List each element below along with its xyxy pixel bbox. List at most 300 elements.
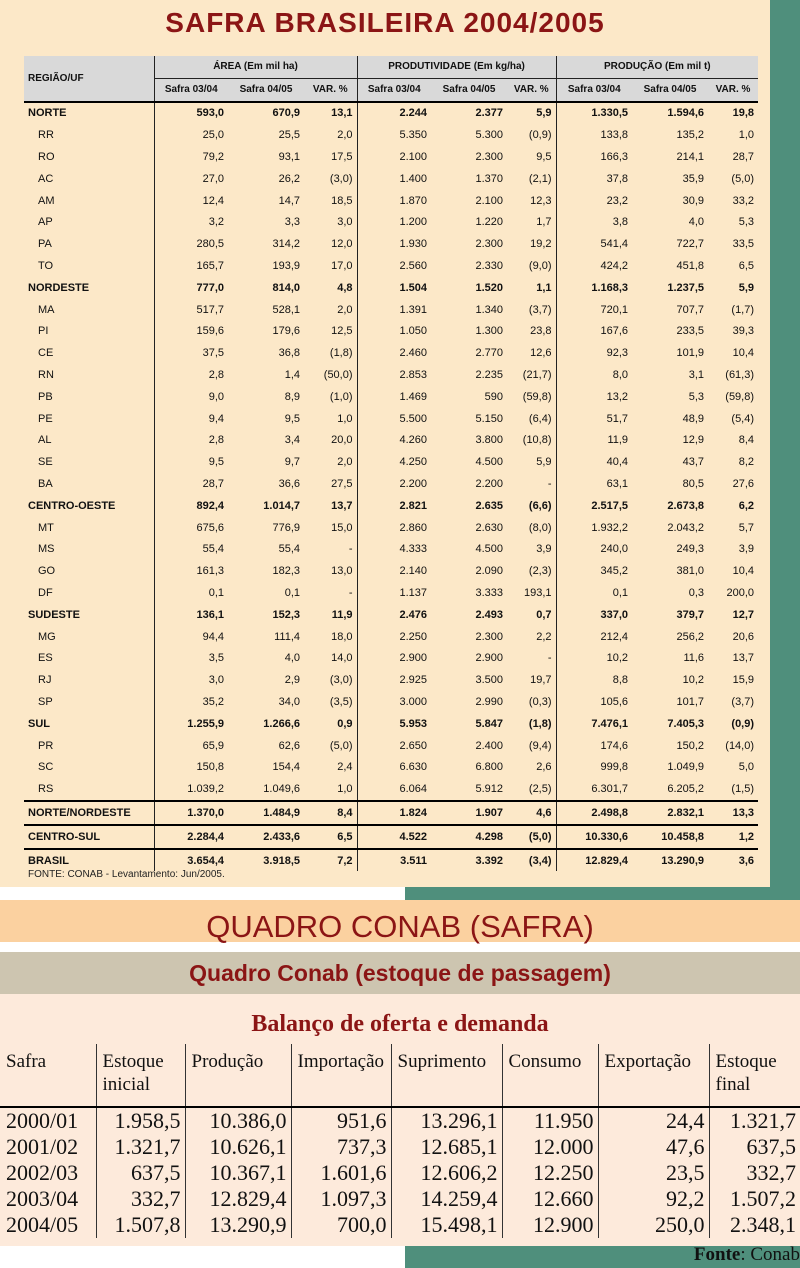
subheader: Safra 04/05	[431, 78, 507, 101]
value-cell: 424,2	[556, 255, 632, 277]
table-row	[24, 102, 758, 125]
region-cell: MA	[38, 303, 55, 316]
value-cell: 8,9	[284, 390, 300, 403]
balance-cell: 12.606,2	[391, 1160, 502, 1186]
value-cell: (50,0)	[323, 369, 353, 382]
value-cell: 2.284,4	[154, 825, 228, 849]
value-cell: 1.237,5	[667, 281, 705, 294]
value-cell: 3.392	[431, 849, 507, 872]
balance-cell: 2002/03	[6, 1160, 79, 1185]
value-cell: 35,2	[154, 691, 228, 713]
balance-row	[0, 1160, 800, 1186]
value-cell: 4.500	[475, 456, 504, 469]
region-cell: MT	[38, 521, 54, 534]
table-row	[24, 713, 758, 735]
region-cell: RR	[38, 129, 54, 142]
table-row	[24, 212, 758, 234]
value-cell: 1.594,6	[667, 107, 705, 120]
region-cell: AP	[38, 216, 53, 229]
balance-cell: 12.000	[502, 1134, 598, 1160]
value-cell: 20,0	[331, 434, 353, 447]
value-cell: -	[547, 478, 552, 491]
region-cell: SE	[38, 456, 53, 469]
value-cell: 3.500	[475, 674, 504, 687]
value-cell: 1.932,2	[556, 517, 632, 539]
table-row	[24, 669, 758, 691]
value-cell: 3.511	[357, 849, 431, 872]
region-cell: AM	[38, 194, 55, 207]
value-cell: 0,1	[284, 587, 300, 600]
value-cell: 15,0	[331, 521, 353, 534]
region-cell: GO	[38, 565, 56, 578]
value-cell: 17,5	[331, 151, 353, 164]
value-cell: 9,5	[536, 151, 552, 164]
value-cell: 193,9	[272, 260, 300, 273]
value-cell: 2.090	[475, 565, 504, 578]
value-cell: 999,8	[556, 757, 632, 779]
header-line: final	[715, 1074, 751, 1095]
value-cell: 28,7	[732, 151, 755, 164]
value-cell: 9,7	[284, 456, 300, 469]
balance-row	[0, 1186, 800, 1212]
value-cell: 590	[484, 390, 504, 403]
balance-cell: 332,7	[96, 1186, 185, 1212]
value-cell: 4.522	[357, 825, 431, 849]
table-row	[24, 801, 758, 825]
value-cell: (5,0)	[731, 172, 755, 185]
value-cell: 345,2	[556, 560, 632, 582]
value-cell: 135,2	[676, 129, 705, 142]
value-cell: 2,2	[536, 630, 552, 643]
value-cell: 0,7	[536, 608, 552, 621]
balance-cell: 1.958,5	[96, 1107, 185, 1134]
value-cell: 93,1	[278, 151, 300, 164]
value-cell: 379,7	[676, 608, 705, 621]
region-cell: CENTRO-SUL	[24, 825, 154, 849]
value-cell: 5,9	[536, 456, 552, 469]
value-cell: 10,2	[556, 648, 632, 670]
value-cell: 1.039,2	[154, 778, 228, 801]
balance-cell: 2000/01	[6, 1108, 79, 1133]
value-cell: 1.049,6	[263, 783, 300, 796]
value-cell: 12,0	[331, 238, 353, 251]
balance-row	[0, 1107, 800, 1134]
value-cell: 2,0	[337, 456, 353, 469]
value-cell: 10,2	[682, 674, 705, 687]
value-cell: 3,0	[154, 669, 228, 691]
table-row	[24, 386, 758, 408]
region-cell: RO	[38, 151, 55, 164]
value-cell: 182,3	[272, 565, 300, 578]
table-row	[24, 190, 758, 212]
value-cell: 6.205,2	[667, 783, 705, 796]
region-cell: CE	[38, 347, 54, 360]
balance-header	[598, 1044, 709, 1107]
value-cell: 814,0	[272, 281, 300, 294]
value-cell: 150,2	[676, 739, 705, 752]
value-cell: 34,0	[278, 696, 300, 708]
value-cell: 2.900	[475, 652, 504, 665]
value-cell: 707,7	[676, 303, 705, 316]
value-cell: (1,5)	[731, 783, 755, 796]
group-header-area: ÁREA (Em mil ha)	[154, 56, 357, 78]
balance-header	[96, 1044, 185, 1107]
value-cell: 214,1	[676, 151, 705, 164]
value-cell: 1,0	[337, 783, 353, 796]
table-row	[24, 451, 758, 473]
value-cell: 3,5	[154, 648, 228, 670]
region-cell: PI	[38, 325, 49, 338]
balance-cell: 332,7	[709, 1160, 800, 1186]
value-cell: (0,9)	[731, 717, 755, 730]
value-cell: 240,0	[556, 539, 632, 561]
table-row	[24, 604, 758, 626]
value-cell: (9,4)	[528, 739, 552, 752]
value-cell: 1.520	[475, 281, 504, 294]
value-cell: 670,9	[272, 107, 300, 120]
value-cell: (3,4)	[507, 849, 556, 872]
region-cell: PR	[38, 739, 54, 752]
value-cell: 79,2	[154, 146, 228, 168]
value-cell: 2.100	[357, 146, 431, 168]
balance-cell: 47,6	[598, 1134, 709, 1160]
region-cell: MS	[38, 543, 55, 556]
value-cell: 14,7	[278, 194, 300, 207]
region-cell: SC	[38, 761, 54, 774]
balance-cell: 12.685,1	[391, 1134, 502, 1160]
value-cell: 19,2	[530, 238, 552, 251]
value-cell: 675,6	[154, 517, 228, 539]
value-cell: 3,9	[738, 543, 755, 556]
value-cell: 1,2	[708, 825, 758, 849]
value-cell: 25,0	[154, 124, 228, 146]
region-cell: NORTE	[28, 107, 67, 120]
value-cell: 3,8	[556, 212, 632, 234]
value-cell: (3,7)	[528, 303, 552, 316]
table-row	[24, 539, 758, 561]
value-cell: -	[348, 543, 353, 556]
subheader: Safra 03/04	[556, 78, 632, 101]
value-cell: 314,2	[272, 238, 300, 251]
value-cell: 101,7	[676, 696, 705, 708]
value-cell: 200,0	[726, 587, 755, 600]
balance-cell: 700,0	[291, 1212, 391, 1238]
header-line: Estoque	[715, 1051, 777, 1072]
value-cell: 892,4	[154, 495, 228, 517]
value-cell: 2.673,8	[667, 499, 705, 512]
banner-title: QUADRO CONAB (SAFRA)	[206, 909, 594, 944]
value-cell: -	[348, 587, 353, 600]
value-cell: 6.301,7	[556, 778, 632, 801]
value-cell: 2.400	[475, 739, 504, 752]
value-cell: 2.200	[475, 478, 504, 491]
value-cell: 0,3	[688, 587, 705, 600]
value-cell: 2.300	[475, 630, 504, 643]
value-cell: 1.370	[475, 172, 504, 185]
value-cell: 1.391	[357, 299, 431, 321]
value-cell: 161,3	[154, 560, 228, 582]
value-cell: 1.049,9	[667, 761, 705, 774]
region-cell: TO	[38, 260, 54, 273]
value-cell: 2.560	[357, 255, 431, 277]
value-cell: (3,7)	[731, 696, 755, 708]
value-cell: 2.200	[357, 473, 431, 495]
table-row	[24, 691, 758, 713]
table-row	[24, 495, 758, 517]
value-cell: 2.498,8	[556, 801, 632, 825]
balance-row	[0, 1212, 800, 1238]
value-cell: 2.300	[475, 151, 504, 164]
value-cell: 18,0	[331, 630, 353, 643]
value-cell: 1,7	[536, 216, 552, 229]
value-cell: 27,6	[732, 478, 755, 491]
value-cell: 2.476	[357, 604, 431, 626]
value-cell: 4.500	[475, 543, 504, 556]
value-cell: 13,3	[708, 801, 758, 825]
value-cell: (5,0)	[329, 739, 353, 752]
value-cell: 3.654,4	[154, 849, 228, 872]
value-cell: 2.925	[357, 669, 431, 691]
value-cell: 19,8	[732, 107, 755, 120]
value-cell: 0,1	[556, 582, 632, 604]
balance-cell: 737,3	[291, 1134, 391, 1160]
balance-cell: 10.367,1	[185, 1160, 291, 1186]
value-cell: 2,8	[154, 364, 228, 386]
value-cell: 2.853	[357, 364, 431, 386]
value-cell: 4,0	[284, 652, 300, 665]
value-cell: 2.635	[475, 499, 504, 512]
region-cell: ES	[38, 652, 53, 665]
subheader: Safra 03/04	[357, 78, 431, 101]
balance-row	[0, 1134, 800, 1160]
balance-header	[391, 1044, 502, 1107]
value-cell: 720,1	[556, 299, 632, 321]
value-cell: (1,8)	[329, 347, 353, 360]
value-cell: 13,7	[331, 499, 353, 512]
value-cell: 13,0	[331, 565, 353, 578]
balance-cell: 1.321,7	[709, 1107, 800, 1134]
value-cell: 3.918,5	[228, 849, 304, 872]
table-row	[24, 321, 758, 343]
value-cell: 2.250	[357, 626, 431, 648]
region-cell: PA	[38, 238, 52, 251]
balance-cell: 2004/05	[6, 1212, 79, 1237]
value-cell: 43,7	[682, 456, 705, 469]
value-cell: 3,0	[337, 216, 353, 229]
header-line: Consumo	[508, 1051, 582, 1072]
value-cell: 1,0	[738, 129, 755, 142]
value-cell: 517,7	[154, 299, 228, 321]
balance-cell: 2003/04	[6, 1186, 79, 1211]
value-cell: 63,1	[556, 473, 632, 495]
value-cell: 337,0	[556, 604, 632, 626]
source-label: Fonte	[693, 1244, 741, 1265]
value-cell: 92,3	[556, 342, 632, 364]
value-cell: (1,0)	[329, 390, 353, 403]
value-cell: 13,7	[732, 652, 755, 665]
value-cell: 23,2	[556, 190, 632, 212]
value-cell: 174,6	[556, 735, 632, 757]
value-cell: (0,9)	[528, 129, 552, 142]
value-cell: 7.405,3	[667, 717, 705, 730]
value-cell: 94,4	[154, 626, 228, 648]
value-cell: 9,5	[284, 412, 300, 425]
region-cell: AC	[38, 172, 54, 185]
table-row	[24, 342, 758, 364]
value-cell: 33,5	[732, 238, 755, 251]
value-cell: (2,1)	[528, 172, 552, 185]
value-cell: 1.504	[357, 277, 431, 299]
value-cell: 2,9	[284, 674, 300, 687]
value-cell: 11,6	[683, 652, 705, 665]
value-cell: 5,3	[738, 216, 755, 229]
value-cell: 1.870	[357, 190, 431, 212]
value-cell: 10,4	[732, 565, 755, 578]
region-cell: PE	[38, 412, 53, 425]
value-cell: 1.907	[431, 801, 507, 825]
value-cell: 2.770	[475, 347, 504, 360]
value-cell: 26,2	[278, 172, 300, 185]
value-cell: 3,6	[708, 849, 758, 872]
value-cell: 2.140	[357, 560, 431, 582]
value-cell: 65,9	[154, 735, 228, 757]
balance-cell: 11.950	[502, 1107, 598, 1134]
value-cell: 1,4	[284, 369, 300, 382]
value-cell: (9,0)	[528, 260, 552, 273]
value-cell: 4.250	[357, 451, 431, 473]
value-cell: 1.484,9	[228, 801, 304, 825]
value-cell: 280,5	[154, 233, 228, 255]
value-cell: 12,7	[732, 608, 755, 621]
value-cell: 5.350	[357, 124, 431, 146]
table-row	[24, 364, 758, 386]
value-cell: 12,4	[154, 190, 228, 212]
balance-cell: 637,5	[709, 1134, 800, 1160]
value-cell: 2.433,6	[228, 825, 304, 849]
value-cell: 5.500	[357, 408, 431, 430]
balance-cell: 1.321,7	[96, 1134, 185, 1160]
value-cell: 6.800	[475, 761, 504, 774]
table-row	[24, 277, 758, 299]
table-row	[24, 735, 758, 757]
value-cell: (0,3)	[528, 696, 552, 708]
value-cell: 3,2	[154, 212, 228, 234]
value-cell: 3,1	[688, 369, 705, 382]
region-cell: AL	[38, 434, 52, 447]
value-cell: 11,9	[556, 430, 632, 452]
value-cell: 1.137	[357, 582, 431, 604]
balance-cell: 951,6	[291, 1107, 391, 1134]
value-cell: 0,1	[154, 582, 228, 604]
balance-source	[694, 1244, 800, 1266]
value-cell: 2.330	[475, 260, 504, 273]
value-cell: 249,3	[676, 543, 705, 556]
value-cell: 37,5	[154, 342, 228, 364]
value-cell: 3,9	[536, 543, 552, 556]
balance-cell: 13.290,9	[185, 1212, 291, 1238]
value-cell: 541,4	[556, 233, 632, 255]
value-cell: 2.493	[475, 608, 504, 621]
table-row	[24, 430, 758, 452]
region-cell: SP	[38, 696, 53, 708]
value-cell: 159,6	[154, 321, 228, 343]
value-cell: (10,8)	[522, 434, 552, 447]
value-cell: 1.220	[475, 216, 504, 229]
value-cell: 10.458,8	[632, 825, 708, 849]
value-cell: (6,6)	[528, 499, 552, 512]
table-row	[24, 124, 758, 146]
table-row	[24, 146, 758, 168]
value-cell: 2.377	[475, 107, 504, 120]
table-row	[24, 255, 758, 277]
value-cell: 35,9	[682, 172, 705, 185]
value-cell: 2.900	[357, 648, 431, 670]
header-line: Exportação	[604, 1051, 692, 1072]
value-cell: 23,8	[530, 325, 552, 338]
value-cell: 4.298	[431, 825, 507, 849]
value-cell: 3.800	[475, 434, 504, 447]
table-row	[24, 473, 758, 495]
value-cell: 6,2	[738, 499, 755, 512]
value-cell: 33,2	[732, 194, 755, 207]
value-cell: 1,1	[536, 281, 552, 294]
value-cell: 2.990	[475, 696, 504, 708]
source-value: : Conab	[740, 1244, 800, 1265]
value-cell: 2.821	[357, 495, 431, 517]
value-cell: 40,4	[556, 451, 632, 473]
region-header: REGIÃO/UF	[24, 56, 154, 102]
value-cell: -	[547, 652, 552, 665]
balance-cell: 23,5	[598, 1160, 709, 1186]
value-cell: 5.953	[357, 713, 431, 735]
region-cell: BA	[38, 478, 53, 491]
value-cell: 2.630	[475, 521, 504, 534]
balance-cell: 2001/02	[6, 1134, 79, 1159]
value-cell: 30,9	[682, 194, 705, 207]
region-cell: DF	[38, 587, 53, 600]
value-cell: 27,5	[331, 478, 353, 491]
value-cell: 7.476,1	[556, 713, 632, 735]
balance-cell: 12.900	[502, 1212, 598, 1238]
value-cell: 2.244	[357, 102, 431, 125]
value-cell: 2,0	[337, 129, 353, 142]
value-cell: (59,8)	[522, 390, 552, 403]
value-cell: 62,6	[278, 739, 300, 752]
balance-cell: 1.097,3	[291, 1186, 391, 1212]
value-cell: 593,0	[154, 102, 228, 125]
header-line: Safra	[6, 1051, 47, 1072]
value-cell: 2.043,2	[667, 521, 705, 534]
value-cell: 1.200	[357, 212, 431, 234]
value-cell: 212,4	[556, 626, 632, 648]
table-row	[24, 408, 758, 430]
value-cell: 193,1	[524, 587, 552, 600]
value-cell: (59,8)	[725, 390, 755, 403]
value-cell: (1,8)	[528, 717, 552, 730]
value-cell: 13.290,9	[632, 849, 708, 872]
value-cell: (5,0)	[507, 825, 556, 849]
value-cell: 37,8	[556, 168, 632, 190]
header-line: Suprimento	[397, 1051, 487, 1072]
header-line: Produção	[191, 1051, 264, 1072]
value-cell: 28,7	[154, 473, 228, 495]
value-cell: 5.847	[475, 717, 504, 730]
table-row	[24, 517, 758, 539]
subheader: Safra 04/05	[632, 78, 708, 101]
balance-cell: 10.386,0	[185, 1107, 291, 1134]
value-cell: 165,7	[154, 255, 228, 277]
balance-cell: 10.626,1	[185, 1134, 291, 1160]
